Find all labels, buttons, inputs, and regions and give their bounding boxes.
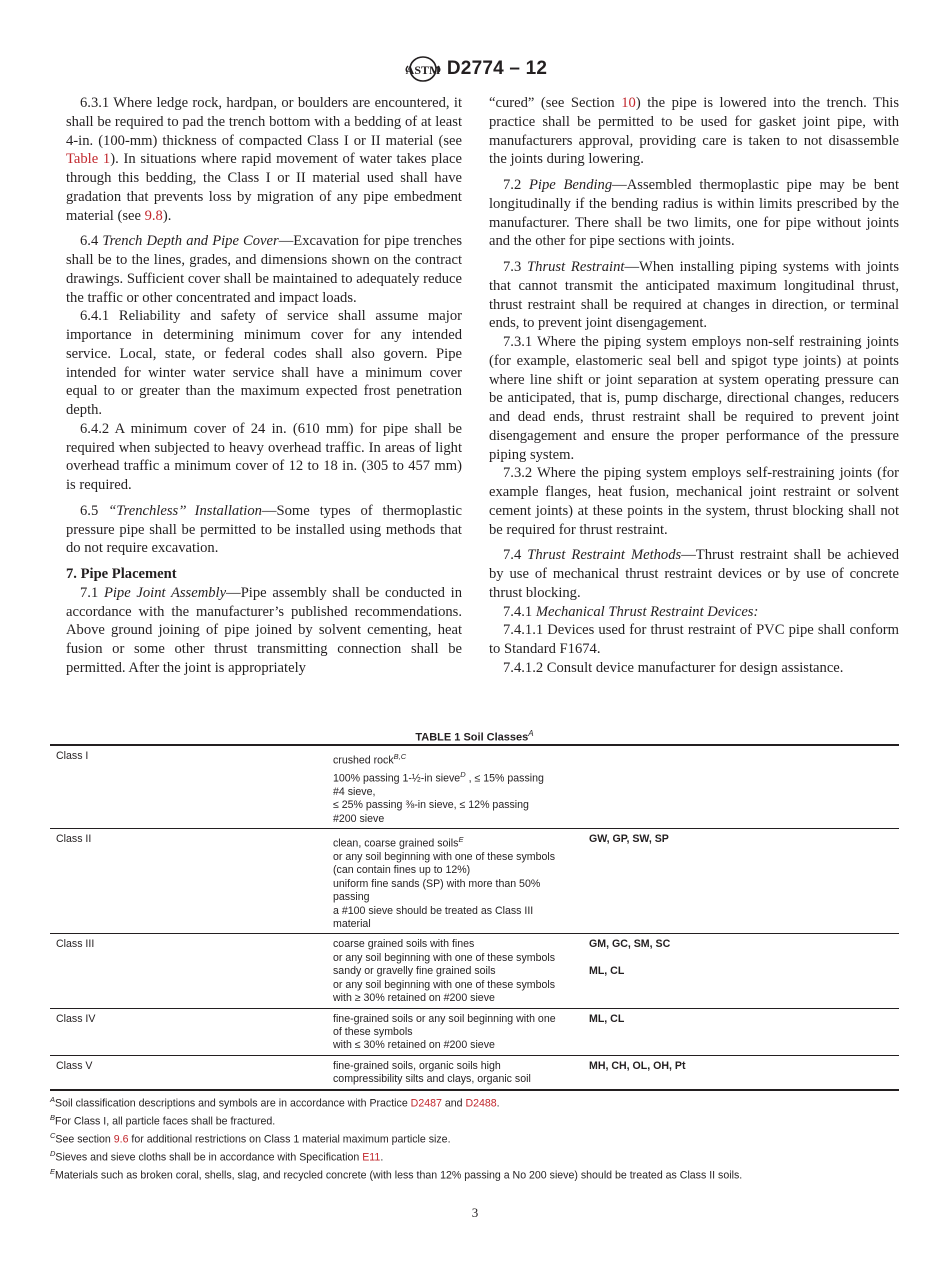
link-e11[interactable]: E11 (362, 1151, 381, 1164)
heading-pipe-bending: Pipe Bending (529, 177, 613, 193)
paragraph-7-4: 7.4 Thrust Restraint Methods—Thrust restraint shall be achieved by use of mechanical thrust restraint devices or by use of concrete thrust blocking. (489, 547, 899, 601)
footnote-c: $^C$See section 9.6 for additional restrictions on Class 1 material maximum particle size. (50, 1130, 451, 1146)
link-9-8[interactable]: 9.8 (144, 207, 163, 224)
symbols-cell: ML, CL (589, 1012, 625, 1025)
paragraph-7-3-1: 7.3.1 Where the piping system employs non-self restraining joints (for example, elastomeric seal bell and spigot type joints) at points where line shift or joint separation at system operating pressure can be anticipated, that is, pump discharge, directional changes, reducers and dead ends, thrust restraint shall be required to prevent joint disengagement and ensure the proper performance of the pressure piping system. (489, 334, 899, 463)
heading-mechanical-devices: Mechanical Thrust Restraint Devices: (535, 603, 759, 620)
heading-thrust-restraint: Thrust Restraint (527, 259, 625, 275)
paragraph-6-4-2: 6.4.2 A minimum cover of 24 in. (610 mm) for pipe shall be required when subjected to heavy overhead traffic. In areas of light overhead traffic a minimum cover of 12 to 18 in. (305 to 457 mm) is required. (66, 420, 462, 493)
table-footnotes (50, 1093, 899, 1184)
link-d2487[interactable]: D2487 (410, 1097, 442, 1110)
paragraph-7-3-2: 7.3.2 Where the piping system employs self-restraining joints (for example flanges, heat fusion, mechanical joint restraint or solvent cement joints) at these points in the system, thrust blocking shall not be required for thrust restraint. (489, 465, 899, 538)
footnote-a: $^A$Soil classification descriptions and symbols are in accordance with Practice D2487 and D2488. (50, 1094, 500, 1110)
soil-class-cell: Class IV (56, 1012, 96, 1025)
table-title: TABLE 1 Soil Classes$^A$ (415, 729, 534, 744)
paragraph-6-4-1: 6.4.1 Reliability and safety of service shall assume major importance in determining minimum cover for any intended service. Local, state, or federal codes shall also govern. Pipe intended for winter water service shall have a minimum cover equal to or greater than the maximum expected frost penetration depth. (66, 308, 462, 418)
description-cell: crushed rock$^{B,C}$ 100% passing 1-½-in sieve$^D$ , ≤ 15% passing #4 sieve, ≤ 25% passing ⅜-in sieve, ≤ 12% passing #200 sieve (333, 752, 544, 825)
paragraph-7-4-1-2: 7.4.1.2 Consult device manufacturer for design assistance. (503, 659, 844, 676)
description-cell: fine-grained soils or any soil beginning with one of these symbols with ≤ 30% retained on #200 sieve (333, 1012, 556, 1052)
table-row (50, 1055, 899, 1089)
paragraph-7-2: 7.2 Pipe Bending—Assembled thermoplastic pipe may be bent longitudinally if the bending radius is within limits prescribed by the manufacturer. There shall be two limits, one for pipe without joints and the other for pipe sections with joints. (489, 177, 899, 250)
symbols-cell (589, 745, 899, 829)
soil-class-cell: Class III (56, 938, 95, 951)
paragraph-6-5: 6.5 “Trenchless’’ Installation—Some types of thermoplastic pressure pipe shall be permitted to be installed using methods that do not require excavation. (66, 502, 462, 557)
paragraph-7-1: 7.1 Pipe Joint Assembly—Pipe assembly shall be conducted in accordance with the manufacturer’s published recommendations. Above ground joining of pipe joined by solvent cementing, heat fusion or some other thrust transmitting connection shall be permitted. After the joint is appropriately (66, 584, 463, 676)
link-d2488[interactable]: D2488 (465, 1097, 497, 1110)
table-row (50, 745, 899, 829)
heading-trenchless: “Trenchless’’ Installation (108, 502, 262, 519)
heading-trench-depth: Trench Depth and Pipe Cover (102, 233, 279, 250)
soil-class-cell: Class I (56, 750, 89, 762)
table-row (50, 1008, 899, 1055)
heading-pipe-joint-assembly: Pipe Joint Assembly (103, 584, 227, 601)
document-id: D2774 – 12 (446, 58, 548, 79)
page-header (0, 55, 950, 85)
paragraph-7-3: 7.3 Thrust Restraint—When installing piping systems with joints that cannot transmit the anticipated maximum longitudinal thrust, thrust restraint shall be required at changes in direction, or terminal ends, to prevent joint disengagement. (489, 259, 900, 332)
section-7-heading: 7. Pipe Placement (66, 566, 177, 582)
page-number: 3 (471, 1205, 479, 1220)
soil-classes-table-block (50, 727, 899, 1183)
link-9-6[interactable]: 9.6 (113, 1133, 129, 1146)
left-column (66, 94, 462, 678)
description-cell: fine-grained soils, organic soils high compressibility silts and clays, organic soil (333, 1059, 531, 1086)
symbols-cell: GM, GC, SM, SC ML, CL (589, 938, 671, 978)
table-row (50, 934, 899, 1008)
footnote-b: $^B$For Class I, all particle faces shall be fractured. (50, 1112, 276, 1128)
footnote-d: $^D$Sieves and sieve cloths shall be in accordance with Specification E11. (50, 1148, 384, 1164)
link-table-1[interactable]: Table 1 (66, 151, 111, 168)
paragraph-6-3-1: 6.3.1 Where ledge rock, hardpan, or boulders are encountered, it shall be required to pad the trench bottom with a bedding of at least 4-in. (100-mm) thickness of compacted Class I or II material (see Table 1). In situations where rapid movement of water takes place through this bedding, the Class I or II material used shall have gradation that prevents loss by migration of any pipe embedment material (see 9.8). (66, 95, 462, 224)
astm-logo-icon (403, 55, 443, 83)
paragraph-7-1-continued: “cured” (see Section 10) the pipe is lowered into the trench. This practice shall be permitted to be used for gasket joint pipe, with manufacturers approval, providing care is taken to not disassemble the joints during lowering. (489, 95, 899, 168)
svg-text:ASTM: ASTM (405, 63, 441, 77)
paragraph-7-4-1-1: 7.4.1.1 Devices used for thrust restraint of PVC pipe shall conform to Standard F1674. (489, 622, 899, 657)
footnote-e: $^E$Materials such as broken coral, shells, slag, and recycled concrete (with less than 12% passing a No 200 sieve) should be treated as Class II soils. (50, 1167, 743, 1182)
paragraph-6-4: 6.4 Trench Depth and Pipe Cover—Excavation for pipe trenches shall be to the lines, grades, and dimensions shown on the contract drawings. Sufficient cover shall be maintained to adequately reduce the traffic or other concentrated and impact loads. (66, 233, 462, 306)
table-row (50, 829, 899, 934)
description-cell: clean, coarse grained soils$^E$ or any soil beginning with one of these symbols (can contain fines up to 12%) uniform fine sands (SP) with more than 50% passing a #100 sieve should be treated as Class III material (333, 835, 556, 931)
soil-class-cell: Class V (56, 1059, 93, 1072)
link-section-10[interactable]: 10 (621, 95, 636, 111)
soil-classes-table (50, 744, 899, 1091)
heading-thrust-restraint-methods: Thrust Restraint Methods (527, 547, 682, 564)
paragraph-7-4-1: 7.4.1 Mechanical Thrust Restraint Devices: (503, 603, 759, 620)
soil-class-cell: Class II (56, 833, 92, 846)
symbols-cell: MH, CH, OL, OH, Pt (589, 1059, 686, 1072)
right-column (489, 94, 899, 678)
symbols-cell: GW, GP, SW, SP (589, 833, 669, 846)
description-cell: coarse grained soils with fines or any soil beginning with one of these symbols sandy or gravelly fine grained soils or any soil beginning with one of these symbols with ≥ 30% retained on #200 sieve (333, 938, 556, 1005)
